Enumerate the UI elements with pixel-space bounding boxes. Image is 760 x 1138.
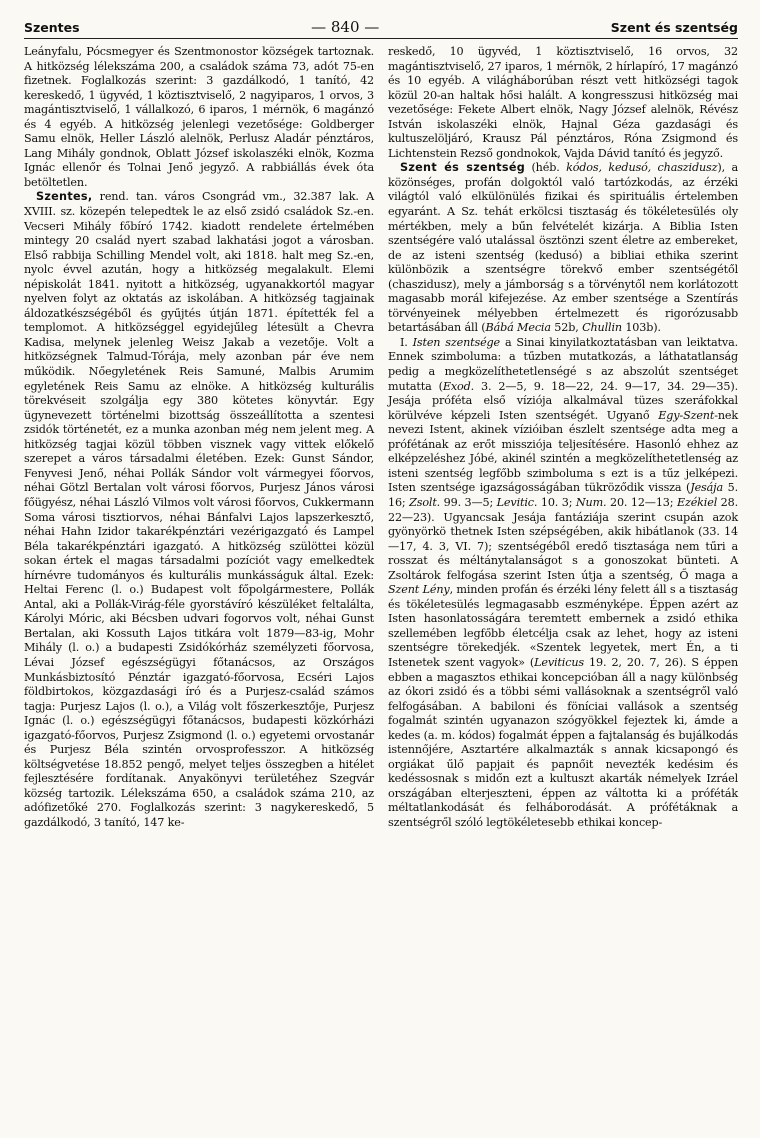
section-title: Isten szentsége [412,335,501,349]
section-number: I. [400,335,413,349]
text-columns [24,45,738,831]
section-text: , minden profán és érzéki lény felett áll s a tisztaság és tökéletesülés legmagasabb eszményképe. Éppen azért az Isten hasonlatosságára teremtett embernek a zsidó ethika szellemében legfőbb életcélja csak az lehet, hogy az isteni szentségre törekedjék. «Szentek legyetek, mert Én, a ti Istenetek szent vagyok» ( [388,583,739,669]
section-text: 19. 2, 20. 7, 26). S éppen ebben a magasztos ethikai koncepcióban áll a nagy különbség az ókori zsidó és a többi sémi vallásoknak a szentségről való felfogásában. A babiloni és föníciai vallások a szentség fogalmát szintén ugyanazon szógyökkel fejeztek ki, ámde a kedes (a. m. kódos) fogalmát éppen a fajtalanság és bujálkodás istennőjére, Asztartére alkalmazták s annak kicsapongó és orgiákat űlő papjait és papnőit nevezték kedésim és kedéssosnak s midőn ezt a kultuszt akarták némelyek Izráel országában elterjeszteni, éppen az váltotta ki a próféták méltatlankodását és felháborodását. A prófétáknak a szentségről szóló legtökéletesebb ethikai koncep- [388,655,738,829]
citation-italic: Ezékiel [676,495,718,509]
header-right: Szent és szentség [610,20,738,35]
citation-italic: Szent Lény [388,583,450,597]
section-text: 10. 3; [537,495,576,509]
section-text: 99. 3—5; [440,495,497,509]
citation-italic: Jesája [690,481,724,495]
section-text: 3. 2—5, 9. 18—22, 24. 9—17, 34. 29—35). Jesája próféta első víziója alkalmával tüzes szeráfokkal körülvéve képzeli Isten szentségét. Ugyanő [388,379,738,422]
entry-szent-es-szentseg [388,161,738,336]
citation-italic: Levitic. [496,495,538,509]
citation-italic: Chullin [582,321,622,335]
citation-italic: Egy-Szent [658,408,715,422]
paragraph-leanyfalu: Leányfalu, Pócsmegyer és Szentmonostor községek tartoznak. A hitközség lélekszáma 200, a családok száma 73, adót 75-en fizetnek. Foglalkozás szerint: 3 gazdálkodó, 1 tanító, 42 kereskedő, 1 ügyvéd, 1 köztisztviselő, 2 nagyiparos, 1 orvos, 3 magántisztviselő, 1 vállalkozó, 6 iparos, 1 mérnök, 6 magánzó és 4 egyéb. A hitközség jelenlegi vezetősége: Goldberger Samu elnök, Heller László alelnök, Perlusz Aladár pénztáros, Lang Mihály gondnok, Oblatt József iskolaszéki elnök, Kozma Ignác ellenőr és Tolnai Jenő jegyző. A rabbiállás évek óta betöltetlen. [24,45,374,189]
section-text: 20. 12—13; [606,495,677,509]
section-text: 5. 16; [388,481,739,509]
entry-text: ), a közönséges, profán dolgoktól való tartózkodás, az érzéki világtól való elkülönülés fizikai és spirituális értelemben egyaránt. A Sz. tehát erkölcsi tisztaság és tökéletesülés oly mértékben, mely a bűn felvételét kizárja. A Biblia Isten szentségére való utalással ösztönzi szent életre az embereket, de az isteni szentség (kedusó) a bibliai ethika szerint különbözik a szentségre törekvő ember szentségétől (chaszidusz), mely a jámborság s a törvénytől nem korlátozott magasabb morál kifejezése. Az ember szentsége a Szentírás törvényeinek mélyebben értelmezett és rigorózusabb betartásában áll ( [388,161,738,335]
paragraph-continuation: reskedő, 10 ügyvéd, 1 köztisztviselő, 16 orvos, 32 magántisztviselő, 27 iparos, 1 mérnök, 2 hírlapíró, 17 magánzó és 10 egyéb. A világháborúban részt vett hitközségi tagok közül 20-an haltak hősi halált. A kongresszusi hitközség mai vezetősége: Fekete Albert elnök, Nagy József alelnök, Révész István iskolaszéki elnök, Hajnal Géza gazdasági és kultuszelöljáró, Krausz Pál pénztáros, Róna Zsigmond és Lichtenstein Rezső gondnokok, Vajda Dávid tanító és jegyző. [388,45,738,160]
entry-text: (héb. [525,161,567,175]
header-left: Szentes [24,20,80,35]
section-text: 28. 22—23). Ugyancsak Jesája fantáziája szerint csupán azok gyönyörkö thetnek Isten szépségében, akik hibátlanok (33. 14—17, 4. 3, VI. 7); szentségéből eredő tisztasága nem tűri a rosszat és méltánytalanságot s a gonoszokat bünteti. A Zsoltárok felfogása szerint Isten útja a szentség, Ő maga a [388,495,739,582]
section-text: -nek nevezi Istent, akinek vízióiban észlelt szentsége adta meg a prófétának az erőt missziója teljesítésére. Hasonló ehhez az elképzeléshez Jóbé, akinél szintén a megközelíthetetlenség az isteni szentség legfőbb szimboluma s ezt is a tűz jelképezi. Isten szentsége igazságosságában tükröződik vissza ( [388,408,738,495]
citation-italic: Zsolt. [409,495,441,509]
entry-text: 103b). [621,321,661,335]
section-text: a Sinai kinyilatkoztatásban van leiktatva. Ennek szimboluma: a tűzben mutatkozás, a láthatatlanság pedig a megközelíthetetlenségé s az abszolút szentséget mutatta ( [388,335,738,393]
entry-szentes [24,190,374,830]
entry-text: 52b, [550,321,583,335]
entry-headword: Szent és szentség [400,161,526,175]
entry-text-italic: kódos, kedusó, chaszidusz [566,161,718,175]
citation-italic: Exod. [442,379,474,393]
citation-italic: Leviticus [534,655,584,669]
section-isten-szentsege [388,336,738,831]
right-column [388,45,738,831]
entry-headword: Szentes, [36,190,93,204]
running-head [24,18,738,39]
entry-text: rend. tan. város Csongrád vm., 32.387 lak. A XVIII. sz. közepén telepedtek le az első zsidó családok Sz.-en. Vecseri Mihály főbíró 1742. kiadott rendelete értelmében mintegy 20 család nyert szabad lakhatási jogot a városban. Első rabbija Schilling Mendel volt, aki 1818. halt meg Sz.-en, nyolc évvel azután, hogy a hitközség megalakult. Elemi népiskolát 1841. nyitott a hitközség, ugyanakkortól magyar nyelven folyt az oktatás az iskolában. A hitközség tagjainak áldozatkészségéből és gyűjtés útján 1871. építették fel a templomot. A hitközséggel egyidejűleg létesült a Chevra Kadisa, melynek jelenleg Weisz Jakab a vezetője. Volt a hitközségnek Talmud-Tórája, mely azonban pár éve nem működik. Nőegyletének Reis Samuné, Malbis Arumim egyletének Reis Samu az elnöke. A hitközség kulturális törekvéseit szolgálja egy 380 kötetes könyvtár. Egy ügynevezett történelmi bizottság összeállította a szentesi zsidók történetét, ez a munka azonban még nem jelent meg. A hitközség tagjai közül többen visznek vagy vittek előkelő szerepet a város társadalmi életében. Ezek: Gunst Sándor, Fenyvesi Jenő, néhai Pollák Sándor volt vármegyei főorvos, néhai Götzl Bertalan volt városi főorvos, Purjesz János városi főügyész, néhai László Vilmos volt városi főorvos, Cukkermann Soma városi tisztiorvos, néhai Bánfalvi Lajos lapszerkesztő, néhai Hahn Izidor takarékpénztári vezérigazgató és Lampel Béla takarékpénztári igazgató. A hitközség szülöttei közül sokan értek el magas társadalmi pozíciót vagy emelkedtek hírnévre tudományos és kulturális munkásságuk által. Ezek: Heltai Ferenc (l. o.) Budapest volt főpolgármestere, Pollák Antal, aki a Pollák-Virág-féle gyorstávíró készüléket feltalálta, Károlyi Móric, aki Bécsben udvari fogorvos volt, néhai Gunst Bertalan, aki Kossuth Lajos titkára volt 1879—83-ig, Mohr Mihály (l. o.) a budapesti Zsidókórház személyzeti főorvosa, Lévai József egészségügyi főtanácsos, az Országos Munkásbiztosító Pénztár igazgató-főorvosa, Ecséri Lajos földbirtokos, közgazdasági író és a Purjesz-család számos tagja: Purjesz Lajos (l. o.), a Világ volt főszerkesztője, Purjesz Ignác (l. o.) egészségügyi főtanácsos, budapesti közkórházi igazgató-főorvos, Purjesz Zsigmond (l. o.) egyetemi orvostanár és Purjesz Béla szintén orvosprofesszor. A hitközség költségvetése 18.852 pengő, melyet teljes összegben a hitélet fejlesztésére fordítanak. Anyakönyvi területéhez Szegvár község tartozik. Lélekszáma 650, a családok száma 210, az adófizetőké 270. Foglalkozás szerint: 3 nagykereskedő, 5 gazdálkodó, 3 tanító, 147 ke- [24,190,374,829]
page-number: — 840 — [311,18,380,36]
citation-italic: Num. [575,495,607,509]
citation-italic: Bábá Mecia [485,321,551,335]
left-column [24,45,374,831]
